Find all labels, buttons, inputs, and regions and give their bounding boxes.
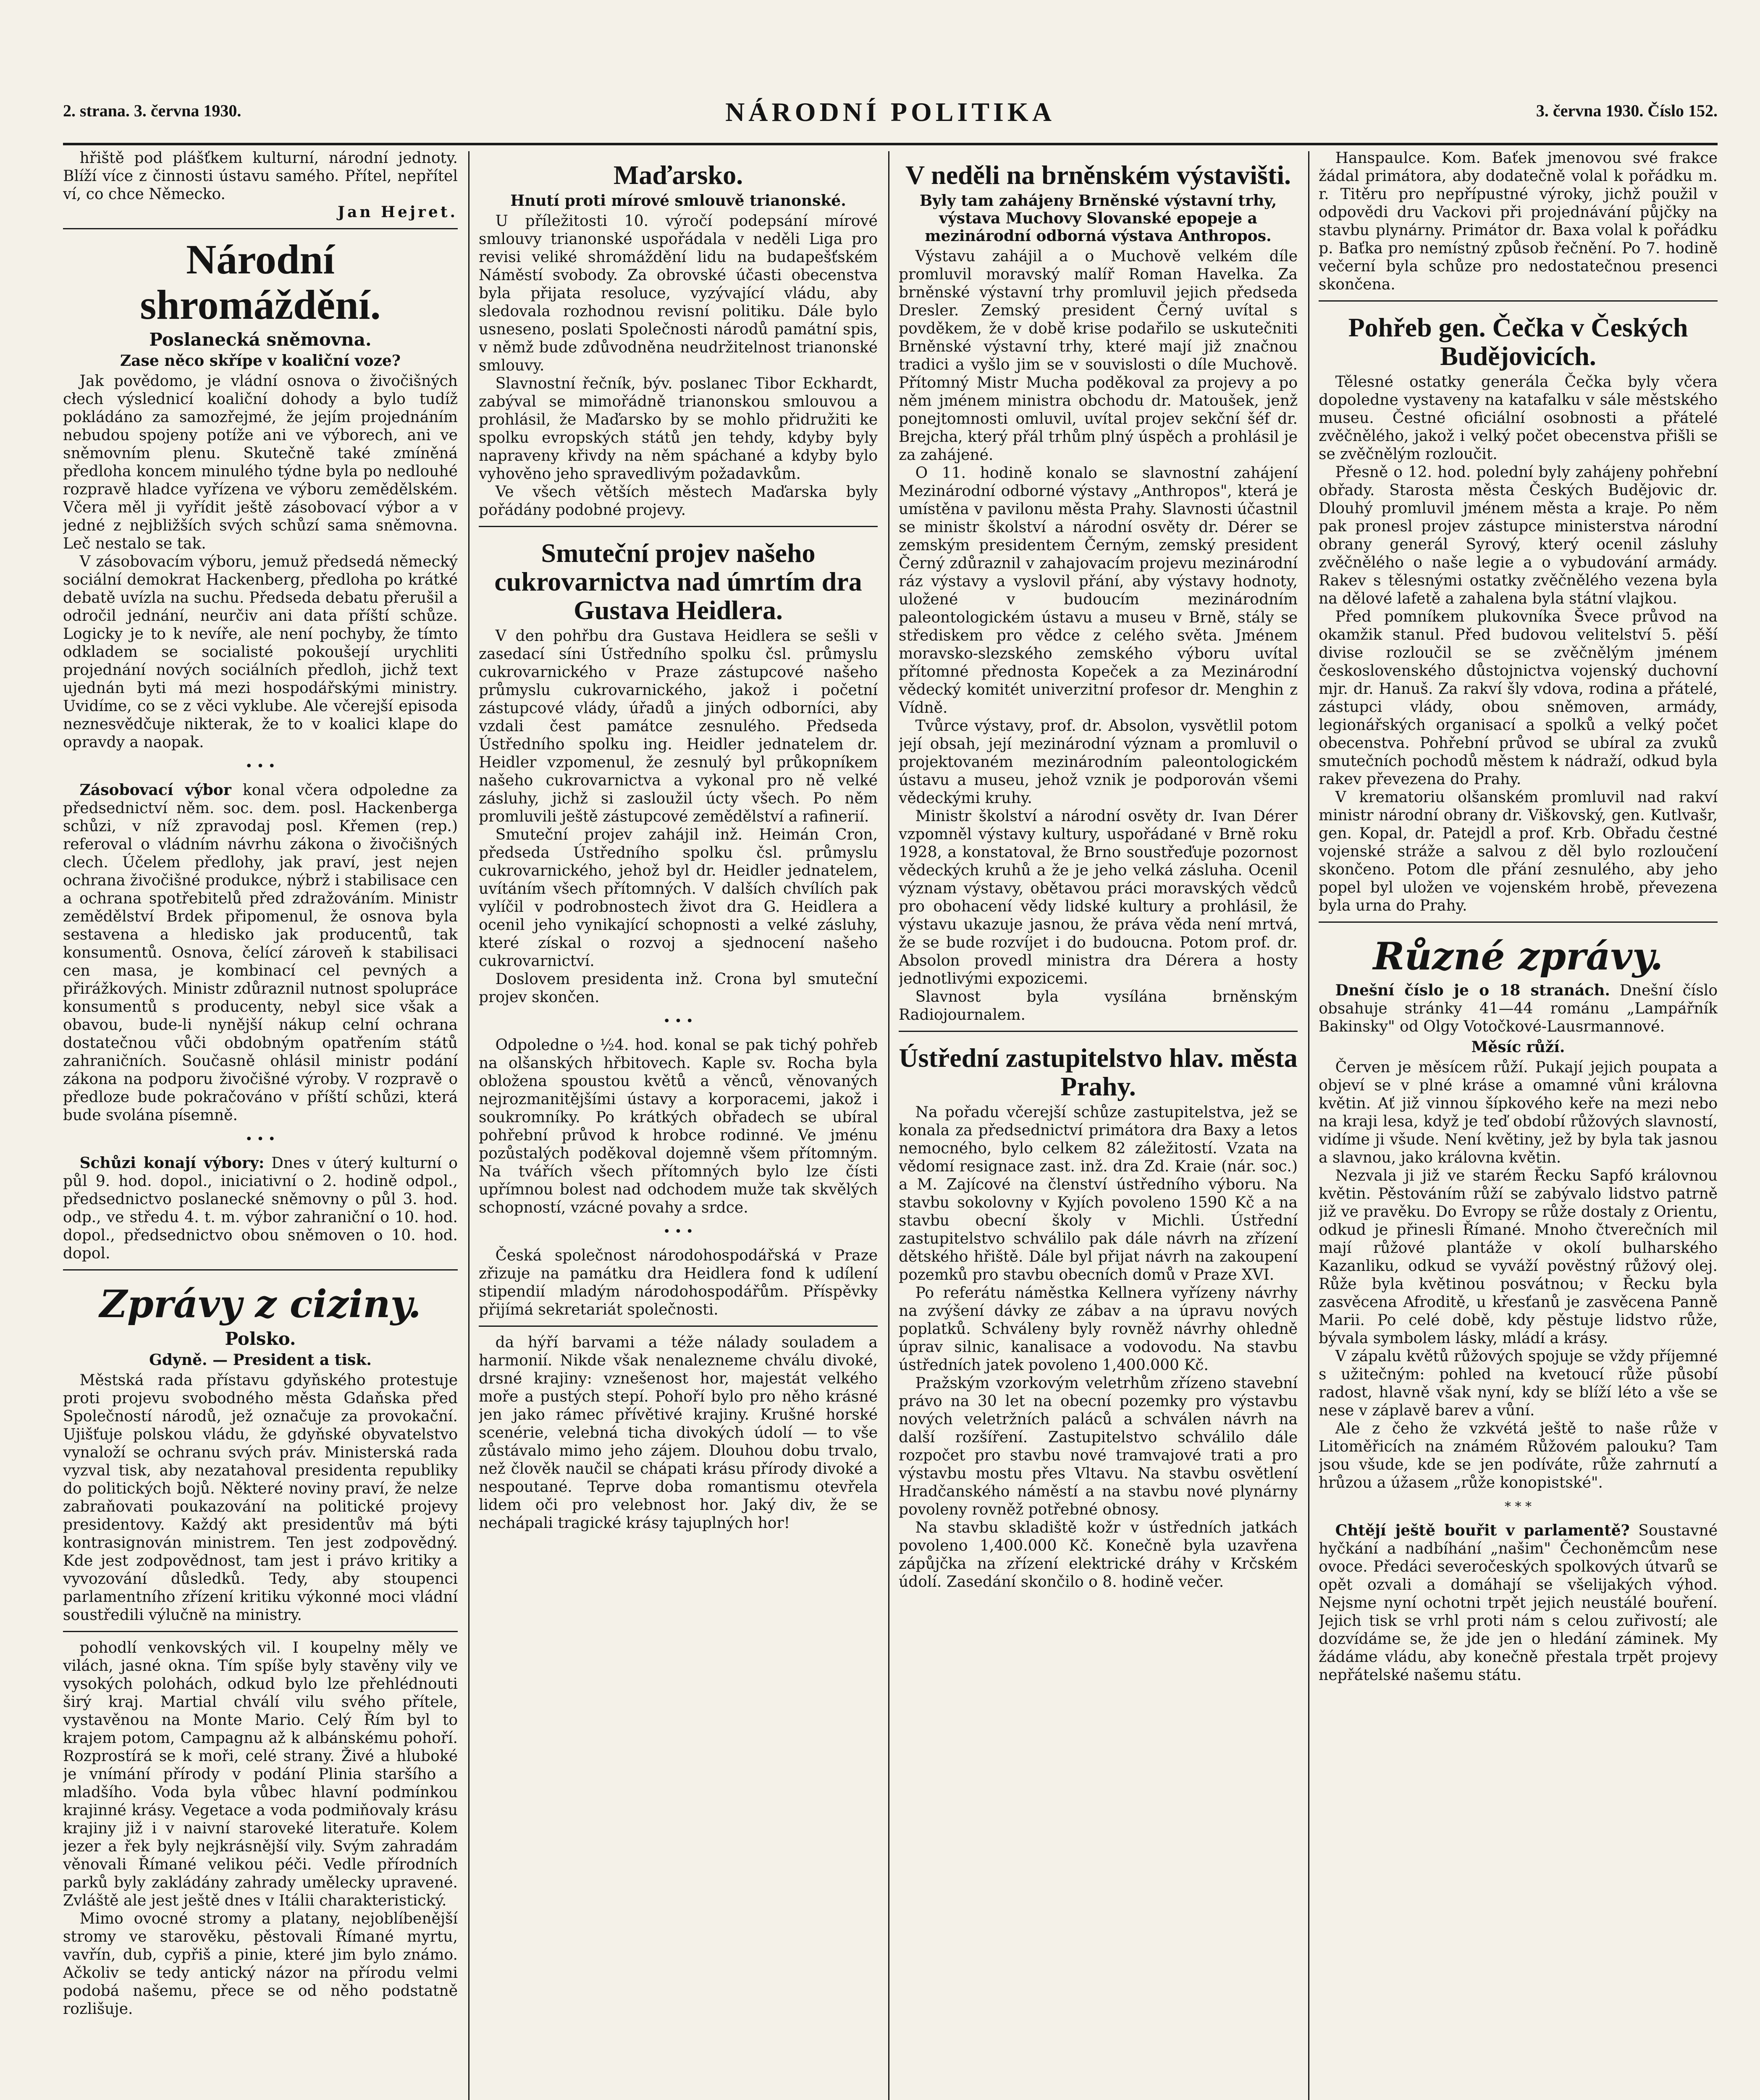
- paragraph: Dnes v úterý kulturní o půl 9. hod. dopol., iniciativní o 2. hodině odpol., předsednictvo poslanecké sněmovny o půl 3. hod. odp., ve středu 4. t. m. výbor zahraniční o 10. hod. dopol., předsednictvo obou sněmoven o 10. hod. dopol.: [63, 1155, 458, 1262]
- article-continuation: hřiště pod plášťkem kulturní, národní jednoty. Blíží více z činnosti ústavu samého. Přítel, nepřítel ví, co chce Německo.: [63, 150, 458, 203]
- paragraph: Slavnost byla vysílána brněnským Radiojournalem.: [899, 988, 1298, 1024]
- headline-national-assembly: Národní shromáždění.: [140, 236, 381, 328]
- newspaper-page: [63, 80, 1718, 2100]
- paragraph: Na pořadu včerejší schůze zastupitelstva, jež se konala za předsednictví primátora dra Baxy a letos nemocného, bylo celkem 82 záležitostí. Vzata na vědomí resignace zast. inž. dra Zd. Kraie (nár. soc.) a M. Zajícové na členství ústředního výboru. Na stavbu sokolovny v Kyjích povoleno 1590 Kč a na stavbu obecní školy v Michli. Ústřední zastupitelstvo schválilo pak dále návrh na zřízení dětského hřiště. Dále byl přijat návrh na zakoupení pozemků pro stavbu obecních domů v Praze XVI.: [899, 1104, 1298, 1284]
- paragraph-lead: Schůzi konají výbory:: [79, 1154, 265, 1172]
- masthead: [63, 80, 1718, 145]
- section-separator: • • •: [245, 759, 276, 774]
- paragraph: Červen je měsícem růží. Pukají jejich poupata a objeví se v plné kráse a omamné vůni královna květin. Ať již vinnou šípkového keře na mezi nebo na kraji lesa, když je teď období růžových slavností, vidíme ji všude. Není květiny, jež by byla tak jasnou a slavnou, jako královna květin.: [1319, 1059, 1718, 1166]
- divider: [63, 1269, 458, 1270]
- paragraph: da hýří barvami a téže nálady souladem a harmonií. Nikde však nenalezneme chválu divoké, drsné krajiny: vznešenost hor, majestát velkého moře a pustých stepí. Pohoří bylo pro něho krásné jen jako rámec přívětivé krajiny. Krušné horské scenérie, velebná ticha divokých údolí — to vše zůstávalo mimo jeho zájem. Dlouhou dobu trvalo, než člověk naučil se chápati krásu přírody divoké a nespoutané. Teprve doba romantismu otevřela lidem oči pro velebnost hor. Jaký div, že se nechápali tragické krásy tajuplných hor!: [479, 1334, 878, 1532]
- paragraph: Městská rada přístavu gdyňského protestuje proti projevu svobodného města Gdaňska před Společností národů, jež označuje za provokační. Ujišťuje polskou vládu, že gdyňské obyvatelstvo vynaloží se ochranu svých práv. Ministerská rada vyzval tisk, aby nezatahoval presidenta republiky do politických bojů. Některé noviny praví, že nelze zabraňovati poukazování na politické projevy presidentovy. Každý akt presidentův má býti kontrasignován ministrem. Ten jest zodpovědný. Kde jest zodpovědnost, tam jest i právo kritiky a vyvozování důsledků. Tedy, aby stoupenci parlamentního zřízení kritiku výkonné moci vládní soustředili výlučně na ministry.: [63, 1372, 458, 1624]
- paragraph: V zápalu květů růžových spojuje se vždy příjemné s užitečným: pohled na kvetoucí růže působí radost, hlavně však nyní, kdy se blíží léto a vše se nese v záplavě barev a vůní.: [1319, 1348, 1718, 1419]
- paragraph: pohodlí venkovských vil. I koupelny měly ve vilách, jasné okna. Tím spíše byly stavěny vily ve vysokých polohách, odkud bylo lze přehlédnouti širý kraj. Martial chválí vilu svého přítele, vystavěnou na Monte Mario. Celý Řím byl to krajem potom, Campagnu až k albánskému pohoří. Rozprostírá se k moři, celé strany. Živé a hluboké je vnímání přírody v podání Plinia staršího a mladšího. Voda byla vůbec hlavní podmínkou krajinné krásy. Vegetace a voda podmiňovaly krásu krajiny již i v naivní staroveké literatuře. Kolem jezer a řek byly nejkrásnější vily. Svým zahradám věnovali Římané velikou péči. Vedle přírodních parků byly zakládány zahrady umělecky upravené. Zvláště ale jest ještě dnes v Itálii charakteristický.: [63, 1639, 458, 1909]
- paragraph: Na stavbu skladiště kožr v ústředních jatkách povoleno 1,400.000 Kč. Konečně byla uzavřena zápůjčka na zřízení elektrické dráhy v Krčském údolí. Zasedání skončilo o 8. hodině večer.: [899, 1519, 1298, 1591]
- paragraph: Tělesné ostatky generála Čečka byly včera dopoledne vystaveny na katafalku v sále městského museu. Čestné oficiální osobnosti a přátelé zvěčnělého, jakož i velký počet obecenstva přišli se se zvěčnělým rozloučit.: [1319, 373, 1718, 463]
- headline-prague-council: Ústřední zastupitelstvo hlav. města Prahy.: [899, 1043, 1298, 1101]
- column-rule: [1308, 151, 1309, 2100]
- paragraph: Před pomníkem plukovníka Švece průvod na okamžik stanul. Před budovou velitelství 5. pěší divise rozloučil se se zvěčnělým jménem československého důstojnictva vojenský duchovní mjr. dr. Hanuš. Za rakví šly vdova, rodina a přátelé, zástupci vlády, obou sněmoven, armády, legionářských organisací a spolků a velký počet obecenstva. Pohřební průvod se ubíral za zvuků smutečních pochodů městem k nádraží, odkud byla rakev převezena do Prahy.: [1319, 608, 1718, 788]
- paragraph: Mimo ovocné stromy a platany, nejoblíbenější stromy ve starověku, pěstovali Římané myrtu, vavřín, dub, cypřiš a pinie, které jim bylo známo. Ačkoliv se tedy antický názor na přírodu velmi podobá našemu, přece se od něho podstatně rozlišuje.: [63, 1910, 458, 2018]
- paragraph-lead: Zásobovací výbor: [79, 781, 231, 799]
- subhead-trianon: Hnutí proti mírové smlouvě trianonské.: [510, 192, 846, 210]
- subhead-month-of-roses: Měsíc růží.: [1471, 1038, 1565, 1056]
- divider: [1319, 300, 1718, 302]
- section-separator: * * *: [1504, 1499, 1532, 1514]
- paragraph: Dnešní číslo obsahuje stránky 41—44 románu „Lampářník Bakinsky" od Olgy Votočkové-Lausrmannové.: [1319, 982, 1718, 1035]
- paragraph: Smuteční projev zahájil inž. Heimán Cron, předseda Ústředního spolku čsl. průmyslu cukrovarnického, jehož byl dr. Heidler jednatelem, uvítáním všech přítomných. V dalších chvílích pak vylíčil v podrobnostech život dra G. Heidlera a ocenil jeho vynikající schopnosti a velké zásluhy, které získal o rozvoj a sjednocení našeho cukrovarnictví.: [479, 826, 878, 970]
- paragraph: Ministr školství a národní osvěty dr. Ivan Dérer vzpomněl výstavy kultury, uspořádané v Brně roku 1928, a konstatoval, že Brno soustřeďuje pozornost vědeckých kruhů a že je jeho velká zásluha. Ocenil význam výstavy, obětavou práci moravských vědců pro obohacení vědy lidské kultury a prohlásil, že výstavu ukazuje jasnou, že práva věda není mrtvá, že se bude rozvíjet i do budoucna. Potom prof. dr. Absolon provedl ministra dra Dérera a hosty jednotlivými expozicemi.: [899, 808, 1298, 987]
- paragraph: Česká společnost národohospodářská v Praze zřizuje na památku dra Heidlera fond k udílení stipendií mladým národohospodářům. Příspěvky přijímá sekretariát společnosti.: [479, 1247, 878, 1318]
- paragraph: Nezvala ji již ve starém Řecku Sapfó královnou květin. Pěstováním růží se zabývalo lidstvo patrně již ve pravěku. Do Evropy se růže dostaly z Orientu, odkud je přinesli Římané. Mnoho čtverečních mil mají růžové plantáže v okolí bulharského Kazanliku, odkud se vyváží pověstný růžový olej. Růže byla květinou posvátnou; v Řecku byla zasvěcena Afroditě, u křesťanů je zasvěcena Panně Marii. Po celé době, kdy pěstuje lidstvo růže, bývala symbolem lásky, mládí a krásy.: [1319, 1167, 1718, 1347]
- paragraph: Tvůrce výstavy, prof. dr. Absolon, vysvětlil potom její obsah, její mezinárodní význam a promluvil o projektovaném mezinárodním paleontologickém ústavu a museu, jehož vznik je podporován všemi vědeckými kruhy.: [899, 717, 1298, 807]
- subhead-coalition: Zase něco skřípe v koaliční voze?: [120, 352, 401, 370]
- section-separator: • • •: [663, 1014, 694, 1029]
- divider: [63, 1631, 458, 1632]
- divider: [899, 1031, 1298, 1032]
- column-2: [479, 149, 878, 2100]
- page-date-left: 2. strana. 3. června 1930.: [63, 101, 241, 120]
- headline-cecek-funeral: Pohřeb gen. Čečka v Českých Budějovicích.: [1348, 312, 1688, 371]
- paragraph: Výstavu zahájil a o Muchově velkém díle promluvil moravský malíř Roman Havelka. Za brněnské výstavní trhy promluvil jejich předseda Dresler. Zemský president Černý uvítal s povděkem, že v době krise podařilo se uskutečniti Brněnské výstavní trhy, které mají již značnou tradici a vyšlo jim se v souvislosti o díle Muchově. Přítomný Mistr Mucha poděkoval za projevy a po něm jménem ministra obchodu dr. Matoušek, jenž ponejtomnosti omluvil, uvítal projev sekční šéf dr. Brejcha, který přál trhům plný úspěch a prohlásil je za zahájené.: [899, 248, 1298, 464]
- paragraph-lead: Dnešní číslo je o 18 stranách.: [1335, 982, 1610, 999]
- paragraph: Ale z čeho že vzkvétá ještě to naše růže v Litoměřicích na známém Růžovém palouku? Tam jsou všude, kde se jen podíváte, růže zahrnutí a hrůzou a úžasem „růže konopistské".: [1319, 1420, 1718, 1491]
- newspaper-title: NÁRODNÍ POLITIKA: [725, 97, 1055, 127]
- paragraph: Jak povědomo, je vládní osnova o živočišných cłech výslednicí koaliční dohody a bylo tudíž pokládáno za samozřejmé, že jejím projednáním nebudou spojeny potíže ani ve výborech, ani ve sněmovním plenu. Skutečně také zmíněná předloha koncem minulého týdne byla po nedlouhé rozpravě hladce vyřízena ve výboru zemědělském. Včera měl ji vyřídit ještě zásobovací výbor a v jedné z nejbližších svých schůzí sama sněmovna. Leč nestalo se tak.: [63, 373, 458, 552]
- paragraph-lead: Chtějí ještě bouřit v parlamentě?: [1335, 1522, 1630, 1539]
- paragraph: Pražským vzorkovým veletrhům zřízeno stavební právo na 30 let na obecní pozemky pro výstavbu nových veletržních paláců a schválen návrh na další rozšíření. Zastupitelstvo schválilo dále rozpočet pro stavbu nové tramvajové trati a pro výstavbu mostu přes Vltavu. Na stavbu osvětlení Hradčanského náměstí a na stavbu nové plynárny povoleny rovněž potřebné obnosy.: [899, 1375, 1298, 1518]
- headline-misc-news: Různé zprávy.: [1373, 934, 1663, 979]
- issue-number: 3. června 1930. Číslo 152.: [1536, 101, 1718, 120]
- subhead-brno-fair: Byly tam zahájeny Brněnské výstavní trhy, výstava Muchovy Slovanské epopeje a mezinárodní odborná výstava Anthropos.: [919, 192, 1277, 245]
- column-4: [1319, 149, 1718, 2100]
- headline-brno-fair: V neděli na brněnském výstavišti.: [905, 160, 1291, 190]
- divider: [479, 1326, 878, 1327]
- section-poland: Polsko.: [225, 1328, 296, 1349]
- paragraph: V den pohřbu dra Gustava Heidlera se sešli v zasedací síni Ústředního spolku čsl. průmyslu cukrovarnického v Praze zástupcové našeho průmyslu cukrovarnického, jakož i početní zástupcové vlády, úřadů a jiných odborníci, aby vzdali čest památce zesnulého. Předseda Ústředního spolku ing. Heidler jednatelem dr. Heidler vzpomenul, že zesnulý byl průkopníkem našeho cukrovarnictva a vykonal pro ně velké zásluhy, jichž si zasloužil úcty všech. Po něm promluvili ještě zástupcové zemědělství a rafinerií.: [479, 627, 878, 825]
- paragraph: Odpoledne o ½4. hod. konal se pak tichý pohřeb na olšanských hřbitovech. Kaple sv. Rocha byla obložena spoustou květů a věnců, věnovaných nejrozmanitějšími ústavy a korporacemi, jakož i soukromníky. Po krátkých obřadech se ubíral pohřební průvod k hrobce rodinné. Ve jménu pozůstalých poděkoval dojemně všem přítomným. Na tvářích všech přítomných bylo lze čísti upřímnou bolest nad odchodem muže tak skvělých schopností, vzácné povahy a srdce.: [479, 1037, 878, 1216]
- paragraph: Po referátu náměstka Kellnera vyřízeny návrhy na zvýšení dávky ze zábav a na úpravu nových poplatků. Schváleny byly rovněž návrhy ohledně úprav silnic, kanalisace a vodovodu. Na stavbu ústředních jatek povoleno 1,400.000 Kč.: [899, 1284, 1298, 1374]
- paragraph: Soustavné hyčkání a nadbíhání „našim" Čechoněmcům nese ovoce. Předáci severočeských spolkových útvarů se opět ozvali a domáhají se všelijakých výhod. Nejsme nyní ochotni trpět jejich neustálé bouření. Jejich tisk se vrhl proti nám s celou zuřivostí; ale dozvídáme se, že jde jen o hledání záminek. My žádáme vládu, aby konečně přestala trpět projevy nepřátelské našemu státu.: [1319, 1522, 1718, 1684]
- kicker-chamber: Poslanecká sněmovna.: [149, 329, 372, 350]
- headline-heidler: Smuteční projev našeho cukrovarnictva nad úmrtím dra Gustava Heidlera.: [494, 538, 862, 625]
- section-separator: • • •: [663, 1224, 694, 1239]
- paragraph: Doslovem presidenta inž. Crona byl smuteční projev skončen.: [479, 971, 878, 1006]
- headline-hungary: Maďarsko.: [613, 160, 743, 190]
- divider: [479, 526, 878, 527]
- column-1: [63, 149, 458, 2100]
- column-3: [899, 149, 1298, 2100]
- paragraph: V zásobovacím výboru, jemuž předsedá německý sociální demokrat Hackenberg, předloha po krátké debatě uvízla na suchu. Předseda debatu přerušil a odročil jednání, neurčiv ani data příští schůze. Logicky je to k nevíře, ale není pochyby, že tímto odkladem se socialisté pokoušejí urychliti projednání nových sociálních předloh, jichž text ujednán byti má mezi hospodářskými ministry. Uvidíme, co se z věci vyklube. Ale včerejší episoda neznesvědčuje nikterak, že to v koalici klape do opravdy a naopak.: [63, 553, 458, 751]
- paragraph: O 11. hodině konalo se slavnostní zahájení Mezinárodní odborné výstavy „Anthropos", která je umístěna v pavilonu města Prahy. Slavnosti účastnil se ministr školství a národní osvěty dr. Dérer se zemským presidentem Černým, zemský president Černý zdůraznil v zahajovacím projevu mezinárodní ráz výstavy a vyslovil přání, aby výstavy hodnoty, uložené v budoucím mezinárodním paleontologickém ústavu a museu v Brně, stály se střediskem pro vědce z celého světa. Jménem moravsko-slezského zemského výboru uvítal přítomné přednosta Kopeček a za Mezinárodní vědecký komitét univerzitní profesor dr. Menghin z Vídně.: [899, 465, 1298, 717]
- headline-foreign-news: Zprávy z ciziny.: [100, 1282, 421, 1326]
- section-separator: • • •: [245, 1132, 276, 1147]
- paragraph: Hanspaulce. Kom. Baťek jmenovou své frakce žádal primátora, aby dodatečně volal k pořádku m. r. Titěru pro nepřípustné výroky, jichž použil v odpovědi dru Vackovi při projednávání půjčky na stavbu plynárny. Primátor dr. Baxa volal k pořádku p. Baťka pro nemístný způsob řečnění. Po 7. hodině večerní byla schůze pro nedostatečnou presenci skončena.: [1319, 150, 1718, 293]
- paragraph: Slavnostní řečník, býv. poslanec Tibor Eckhardt, zabýval se mimořádně trianonskou smlouvou a prohlásil, že Maďarsko by se mohlo přidružiti ke spolku evropských států jen tehdy, kdyby byly napraveny křivdy na něm spáchané a kdyby bylo vyhověno jeho spravedlivým požadavkům.: [479, 375, 878, 483]
- paragraph: U příležitosti 10. výročí podepsání mírové smlouvy trianonské uspořádala v neděli Liga pro revisi veliké shromáždění lidu na budapešťském Náměstí svobody. Za obrovské účasti obecenstva byla přijata resoluce, vyzývající vládu, aby sledovala rozhodnou revisní politiku. Dále bylo usneseno, poslati Společnosti národů památní spis, v němž bude zdůvodněna neudržitelnost trianonské smlouvy.: [479, 213, 878, 374]
- paragraph: Ve všech větších městech Maďarska byly pořádány podobné projevy.: [479, 483, 878, 519]
- paragraph: V krematoriu olšanském promluvil nad rakví ministr národní obrany dr. Viškovský, gen. Kutlvašr, gen. Kopal, dr. Patejdl a prof. Krb. Obřadu čestné vojenské stráže a salvou z děl bylo rozloučení skončeno. Potom dle přání zesnulého, aby jeho popel byl uložen ve vojenském hrobě, převezena byla urna do Prahy.: [1319, 789, 1718, 914]
- paragraph: konal včera odpoledne za předsednictví něm. soc. dem. posl. Hackenberga schůzi, v níž zpravodaj posl. Křemen (rep.) referoval o vládním návrhu zákona o živočišných clech. Účelem předlohy, jak praví, jest nejen ochrana živočišné produkce, nýbrž i stabilisace cen a ochrana spotřebitelů před zdražováním. Ministr zemědělství Brdek připomenul, že osnova byla sestavena a hledisko jak producentů, tak konsumentů. Osnova, čelící zároveň k stabilisaci cen masa, je kombinací cel pevných a přirážkových. Ministr zdůraznil nutnost spolupráce konsumentů s producenty, nebyl sice však a obavou, bude-li nynější nákup celní ochrana dostatečnou vůči obdobným opatřením států zahraničních. Současně ohlásil ministr podání zákona na podporu živočišné výroby. V rozpravě o předloze bude pokračováno v příští schůzi, která bude svolána písemně.: [63, 782, 458, 1124]
- subhead-gdynia: Gdyně. — President a tisk.: [149, 1351, 372, 1369]
- divider: [1319, 921, 1718, 923]
- column-rule: [888, 151, 889, 2100]
- divider: [63, 228, 458, 229]
- column-rule: [468, 151, 470, 2100]
- paragraph: Přesně o 12. hod. polední byly zahájeny pohřební obřady. Starosta města Českých Budějovic dr. Dlouhý promluvil jménem města a kraje. Po něm pak pronesl projev zástupce ministerstva národní obrany generál Syrový, který ocenil zásluhy zvěčnělého o naše legie a o vybudování armády. Rakev s tělesnými ostatky zvěčnělého vezena byla na dělové lafetě a zahalena byla státní vlajkou.: [1319, 464, 1718, 607]
- author-signature: Jan Hejret.: [337, 203, 458, 221]
